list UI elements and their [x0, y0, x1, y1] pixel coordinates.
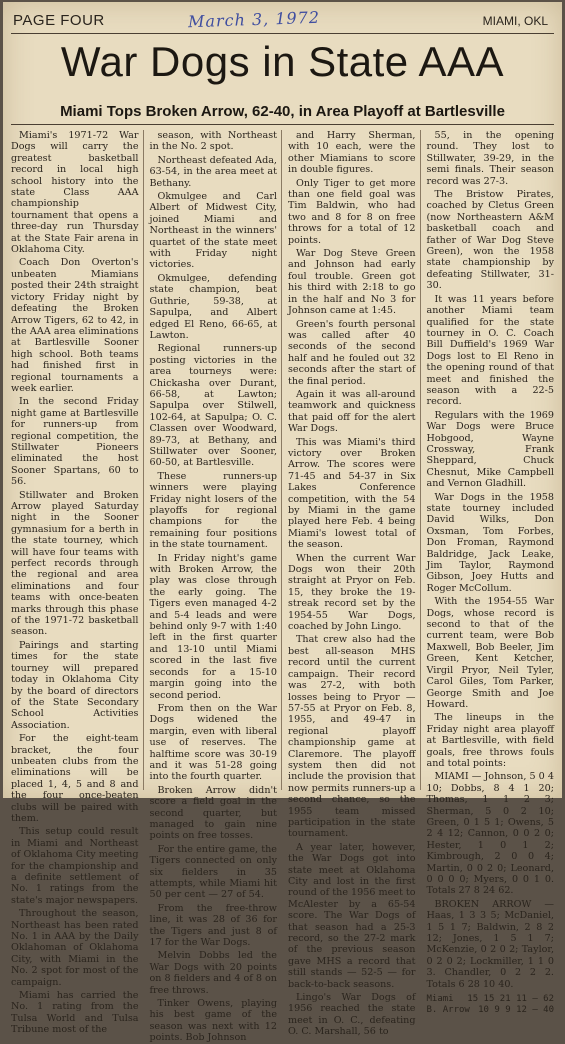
article-paragraph: season, with Northeast in the No. 2 spot. — [149, 130, 277, 153]
header-rule — [11, 33, 554, 34]
score-team: B. Arrow — [426, 1005, 470, 1016]
article-paragraph: Okmulgee and Carl Albert of Midwest City, joined Miami and Northeast in the winners' quartet of the state meet with Friday night victories. — [149, 191, 277, 271]
score-team: Miami — [426, 994, 454, 1005]
newspaper-clipping — [3, 2, 562, 1044]
article-paragraph: BROKEN ARROW — Haas, 1 3 3 5; McDaniel, 1 5 1 7; Baldwin, 2 8 2 12; Jones, 1 5 1 7; McKenzie, 0 2 0 2; Taylor, 0 2 0 2; Lockmiller, 1 1 0 3. Chandler, 0 2 2 2. Totals 6 28 10 40. — [426, 898, 554, 990]
article-paragraph: War Dogs in the 1958 state tourney included David Wilks, Don Oxsman, Tom Forbes, Don Froman, Raymond Baldridge, Jack Leake, Jim Taylor, Raymond Gibson, Joey Hutts and Roger McCollum. — [426, 491, 554, 594]
score-quarters: 10 9 9 12 — 40 — [478, 1005, 554, 1016]
article-paragraph: That crew also had the best all-season MHS record until the current campaign. Their record was 27-2, with both losses being to Pryor — 57-55 at Pryor on Feb. 8, 1955, and 49-47 in regional playoff championship game at Claremore. The playoff system then did not include the provision that now permits runners-up a second chance, so the 1955 team missed participation in the state tournament. — [288, 634, 416, 840]
score-by-quarters — [427, 994, 555, 1017]
article-paragraph: Miami's 1971-72 War Dogs will carry the greatest basketball record in local high school history into the state Class AAA championship tournament that opens a three-day run Thursday at the State Fair arena in Oklahoma City. — [11, 130, 139, 256]
article-paragraph: Stillwater and Broken Arrow played Saturday night in the Sooner gymnasium for a berth in the state tourney, which will have four teams with perfect records through the regional and area eliminations and four teams with once-beaten marks through this phase of the 1971-72 basketball season. — [11, 489, 139, 638]
subhead: Miami Tops Broken Arrow, 62-40, in Area Playoff at Bartlesville — [60, 103, 505, 120]
article-paragraph: From the free-throw line, it was 28 of 36 for the Tigers and just 8 of 17 for the War Dogs. — [149, 902, 277, 949]
article-paragraph: 55, in the opening round. They lost to Stillwater, 39-29, in the semi finals. Their season record was 27-3. — [426, 130, 554, 187]
article-paragraph: It was 11 years before another Miami team qualified for the state tourney in O. C. Coach Bill Duffield's 1969 War Dogs lost to El Reno in the opening round of that meet and finished the season with a 22-5 record. — [426, 293, 554, 408]
subhead-rule — [11, 124, 554, 125]
article-paragraph: Regulars with the 1969 War Dogs were Bruce Hobgood, Wayne Crossway, Frank Sheppard, Chuck Chesnut, Mike Campbell and Vernon Gladhill. — [426, 409, 554, 490]
article-paragraph: Coach Don Overton's unbeaten Miamians posted their 24th straight victory Friday night by defeating the Broken Arrow Tigers, 62 to 42, in the AAA area eliminations at Bartlesville Sooner high school. Both teams had finished first in regional tournaments a week earlier. — [11, 257, 139, 394]
column-2 — [149, 130, 283, 1044]
article-paragraph: and Harry Sherman, with 10 each, were the other Miamians to score in double figures. — [288, 130, 416, 176]
article-paragraph: From then on the War Dogs widened the margin, even with liberal use of reserves. The halftime score was 30-19 and it was 51-28 going into the fourth quarter. — [149, 702, 277, 783]
dateline: MIAMI, OKL — [482, 14, 548, 28]
handwritten-date: March 3, 1972 — [187, 7, 321, 32]
article-paragraph: Regional runners-up posting victories in the area tourneys were: Chickasha over Durant, 66-58, at Lawton; Sapulpa over Stilwell, 102-64, at Sapulpa; O. C. Classen over Woodward, 89-73, at Bethany, and Stillwater over Sooner, 60-50, at Bartlesville. — [149, 343, 277, 469]
article-paragraph: Throughout the season, Northeast has been rated No. 1 in AAA by the Daily Oklahoman of Oklahoma City, with Miami in the No. 2 spot for most of the campaign. — [11, 908, 139, 988]
article-paragraph: In the second Friday night game at Bartlesville for runners-up from regional competition, the Stillwater Pioneers eliminated the host Sooner Spartans, 60 to 56. — [11, 396, 139, 488]
article-paragraph: Broken Arrow didn't score a field goal in the second quarter, but managed to gain nine points on free tosses. — [149, 784, 277, 842]
article-paragraph: A year later, however, the War Dogs got into state meet at Oklahoma City and lost in the first round of the 1956 meet to McAlester by a 65-54 score. The War Dogs of that season had a 25-3 record, so the 27-2 mark of the previous season gave MHS a record that still stands — 52-5 — for back-to-back seasons. — [288, 841, 416, 990]
score-quarters: 15 15 21 11 — 62 — [467, 994, 554, 1005]
article-paragraph: Melvin Dobbs led the War Dogs with 20 points on 8 fielders and 4 of 8 on free throws. — [149, 950, 277, 996]
article-paragraph: Green's fourth personal was called after 40 seconds of the second half and he fouled out 32 seconds after the start of the final period. — [288, 318, 416, 387]
article-paragraph: Lingo's War Dogs of 1956 reached the state meet in O. C., defeating O. C. Marshall, 56 to — [288, 992, 416, 1038]
article-paragraph: Tinker Owens, playing his best game of the season was next with 12 points. Bob Johnson — [149, 998, 277, 1044]
score-line-miami — [427, 994, 555, 1005]
article-paragraph: With the 1954-55 War Dogs, whose record is second to that of the current team, were Bob Maxwell, Bob Beeler, Jim Green, Kent Ketcher, Virgil Pryor, Neil Tyler, Carol Giles, Tom Parker, George Smith and Joe Howard. — [426, 596, 554, 710]
column-1 — [11, 130, 144, 1036]
headline: War Dogs in State AAA — [60, 38, 505, 85]
article-paragraph: Only Tiger to get more than one field goal was Tim Baldwin, who had two and 8 for 8 on free throws for a total of 12 points. — [288, 177, 416, 246]
page-header — [13, 7, 552, 34]
article-paragraph: Again it was all-around teamwork and quickness that paid off for the alert War Dogs. — [288, 388, 416, 435]
article-paragraph: This was Miami's third victory over Broken Arrow. The scores were 71-45 and 54-37 in Six Lakes Conference competition, with the 54 by Miami in the game played here Feb. 4 being Miami's lowest total of the season. — [288, 436, 416, 551]
column-3 — [288, 130, 421, 1038]
article-paragraph: Okmulgee, defending state champion, beat Guthrie, 59-38, at Sapulpa, and Albert edged El Reno, 66-65, at Lawton. — [149, 272, 277, 341]
article-paragraph: War Dog Steve Green and Johnson had early foul trouble. Green got his third with 2:18 to go in the half and No 3 for Johnson came at 1:45. — [288, 248, 416, 317]
article-paragraph: When the current War Dogs won their 20th straight at Pryor on Feb. 15, they broke the 19-streak record set by the 1954-55 War Dogs, coached by John Lingo. — [288, 552, 416, 633]
article-paragraph: These runners-up winners were playing Friday night losers of the playoffs for regional champions for the remaining four positions in the state tournament. — [149, 470, 277, 551]
article-paragraph: For the eight-team bracket, the four unbeaten clubs from the eliminations will be placed 1, 4, 5 and 8 and the four once-beaten clubs will be paired with them. — [11, 733, 139, 824]
score-line-broken-arrow — [427, 1005, 555, 1016]
article-paragraph: In Friday night's game with Broken Arrow, the play was close through the early going. The Tigers even managed 4-2 and 5-4 leads and were behind only 9-7 with 1:40 left in the first quarter and 13-10 until Miami scored in the last five seconds for a 15-10 margin going into the second period. — [149, 552, 277, 701]
column-4 — [426, 130, 555, 1016]
article-paragraph: Miami has carried the No. 1 rating from the Tulsa World and Tulsa Tribune most of the — [11, 990, 139, 1036]
article-body — [11, 130, 554, 1044]
article-paragraph: MIAMI — Johnson, 5 0 4 10; Dobbs, 8 4 1 20; Thomas, 1 1 2 3; Sherman, 5 0 2 10; Green, 0 1 5 1; Owens, 5 2 4 12; Cannon, 0 0 2 0; Hester, 1 0 1 2; Kimbrough, 2 0 0 4; Martin, 0 0 2 0; Leonard, 0 0 0 0; Myers, 0 0 1 0. Totals 27 8 24 62. — [426, 771, 554, 897]
article-paragraph: Northeast defeated Ada, 63-54, in the area meet at Bethany. — [149, 154, 277, 189]
article-paragraph: Pairings and starting times for the state tourney will prepared today in Oklahoma City by the board of directors of the State Secondary School Activities Association. — [11, 639, 139, 731]
article-paragraph: This setup could result in Miami and Northeast of Oklahoma City meeting for the championship and a definite settlement of No. 1 ratings from the state's major newspapers. — [11, 826, 139, 906]
article-paragraph: The lineups in the Friday night area playoff at Bartlesville, with field goals, free throws fouls and total points: — [426, 712, 554, 769]
column-4-text — [427, 130, 555, 990]
page-label: PAGE FOUR — [13, 12, 105, 29]
article-paragraph: For the entire game, the Tigers connected on only six fielders in 35 attempts, while Miami hit 50 per cent — 27 of 54. — [149, 843, 277, 901]
article-paragraph: The Bristow Pirates, coached by Cletus Green (now Northeastern A&M basketball coach and father of War Dog Steve Green), won the 1958 state championship by defeating Stillwater, 31-30. — [426, 189, 554, 292]
